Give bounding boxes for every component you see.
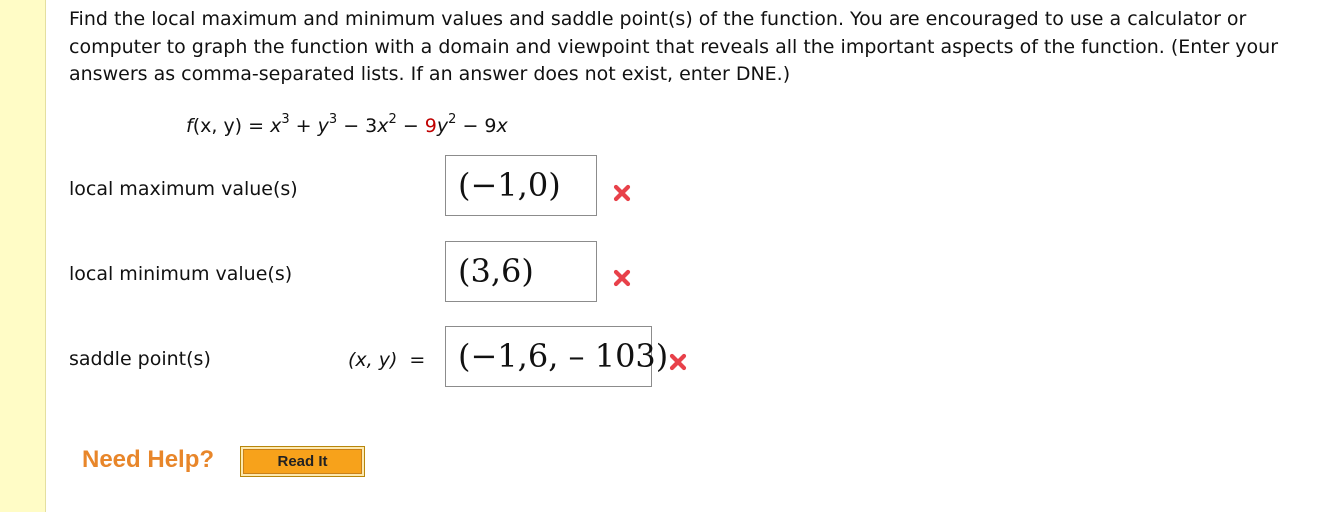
question-text: Find the local maximum and minimum values and saddle point(s) of the function. You are encouraged to use a calculator or computer to graph the function with a domain and viewpoint that reveals all the important aspects of the function. (Enter your answers as comma-separated lists. If an answer does not exist, enter DNE.): [69, 8, 1279, 85]
incorrect-x-icon: [612, 183, 632, 203]
read-it-label: Read It: [243, 449, 362, 474]
formula-red-coefficient: 9: [424, 115, 437, 137]
formula-y: y: [436, 115, 449, 137]
saddle-xy-prefix: (x, y): [348, 349, 398, 371]
formula-f: f: [186, 115, 193, 137]
formula-tail: − 9: [456, 115, 497, 137]
local-max-answer-field[interactable]: (−1,0): [445, 155, 597, 216]
local-min-answer-field[interactable]: (3,6): [445, 241, 597, 302]
saddle-point-answer-field[interactable]: (−1,6, – 103): [445, 326, 652, 387]
incorrect-x-icon: [612, 268, 632, 288]
formula-exp: 3: [281, 112, 290, 127]
saddle-equals: =: [409, 349, 426, 371]
formula-x: x: [496, 115, 508, 137]
formula-exp: 2: [448, 112, 457, 127]
local-max-label: local maximum value(s): [69, 178, 298, 200]
function-formula: [186, 111, 508, 141]
saddle-xy-label: [348, 348, 425, 372]
formula-minus: −: [396, 115, 425, 137]
formula-x: x: [377, 115, 389, 137]
local-min-label: local minimum value(s): [69, 263, 293, 285]
formula-y: y: [317, 115, 329, 137]
need-help-label: Need Help?: [82, 446, 215, 473]
formula-exp: 2: [388, 112, 397, 127]
formula-x: x: [270, 115, 282, 137]
formula-args: (x, y): [192, 115, 243, 137]
saddle-point-label: saddle point(s): [69, 348, 211, 370]
formula-eq: =: [242, 115, 271, 137]
left-margin-strip: [0, 0, 46, 512]
read-it-button[interactable]: [240, 446, 365, 477]
formula-exp: 3: [328, 112, 338, 127]
formula-plus: +: [289, 115, 318, 137]
incorrect-x-icon: [668, 352, 688, 372]
formula-minus: − 3: [337, 115, 378, 137]
